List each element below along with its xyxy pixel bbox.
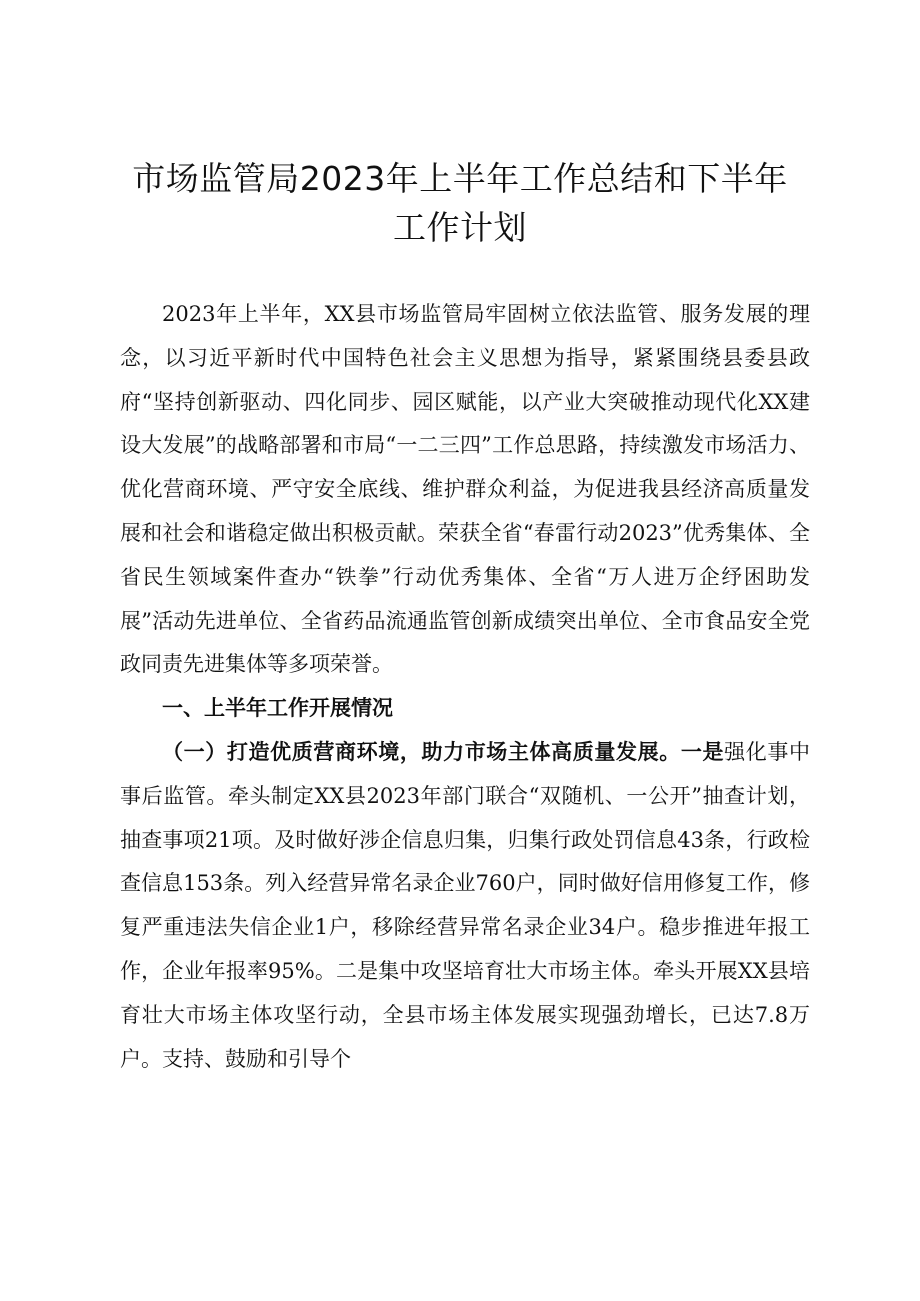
section-heading: 一、上半年工作开展情况 [162, 696, 393, 721]
subsection-body: 强化事中事后监管。牵头制定XX县2023年部门联合“双随机、一公开”抽查计划，抽查事项21项。及时做好涉企信息归集，归集行政处罚信息43条，行政检查信息153条。列入经营异常名录企业760户，同时做好信用修复工作，修复严重违法失信企业1户，移除经营异常名录企业34户。稳步推进年报工作，企业年报率95%。二是集中攻坚培育壮大市场主体。牵头开展XX县培育壮大市场主体攻坚行动，全县市场主体发展实现强劲增长，已达7.8万户。支持、鼓励和引导个 [120, 739, 811, 1071]
subsection-paragraph [120, 731, 810, 1081]
intro-paragraph: 2023年上半年，XX县市场监管局牢固树立依法监管、服务发展的理念，以习近平新时代中国特色社会主义思想为指导，紧紧围绕县委县政府“坚持创新驱动、四化同步、园区赋能，以产业大突破推动现代化XX建设大发展”的战略部署和市局“一二三四”工作总思路，持续激发市场活力、优化营商环境、严守安全底线、维护群众利益，为促进我县经济高质量发展和社会和谐稳定做出积极贡献。荣获全省“春雷行动2023”优秀集体、全省民生领域案件查办“铁拳”行动优秀集体、全省“万人进万企纾困助发展”活动先进单位、全省药品流通监管创新成绩突出单位、全市食品安全党政同责先进集体等多项荣誉。 [120, 302, 810, 677]
document-title-line-2: 工作计划 [393, 208, 527, 247]
subsection-heading: （一）打造优质营商环境，助力市场主体高质量发展。一是 [162, 739, 725, 764]
document-title-line-1: 市场监管局2023年上半年工作总结和下半年 [132, 159, 788, 198]
document-body [120, 293, 810, 1081]
